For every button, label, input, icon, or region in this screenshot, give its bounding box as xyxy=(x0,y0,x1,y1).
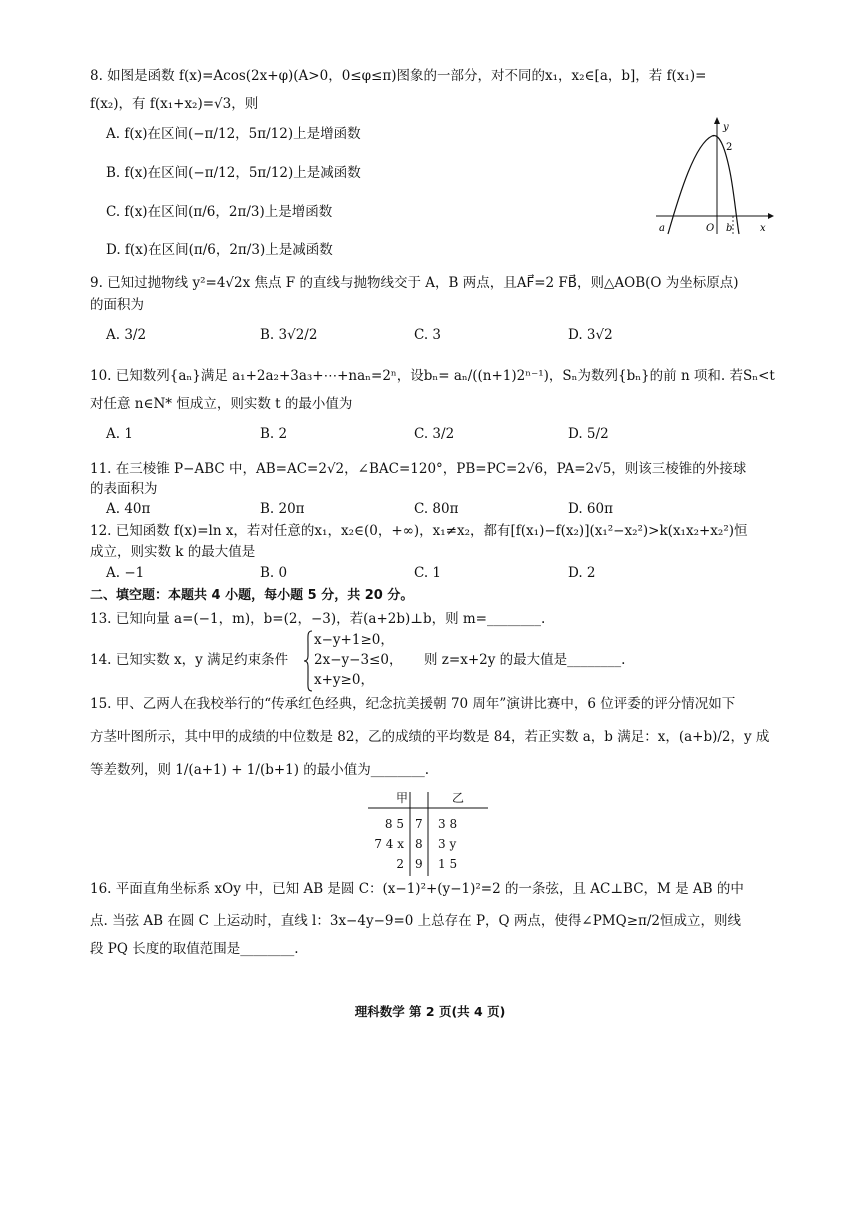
q15-line1: 15. 甲、乙两人在我校举行的“传承红色经典，纪念抗美援朝 70 周年”演讲比赛中，6 位评委的评分情况如下 xyxy=(90,696,736,712)
value-2-label: 2 xyxy=(726,142,733,153)
q9-option-c: C. 3 xyxy=(414,327,442,343)
q9-line1: 9. 已知过抛物线 y²=4√2x 焦点 F 的直线与抛物线交于 A，B 两点，且AF⃗=2 FB⃗，则△AOB(O 为坐标原点) xyxy=(90,275,739,291)
q9-line2: 的面积为 xyxy=(90,297,144,313)
q14-prefix: 14. 已知实数 x，y 满足约束条件 xyxy=(90,652,289,668)
q10-line2: 对任意 n∈N* 恒成立，则实数 t 的最小值为 xyxy=(90,396,353,412)
stem-leaf-row-2-right: 3 y xyxy=(438,837,457,851)
q16-line2: 点. 当弦 AB 在圆 C 上运动时，直线 l：3x−4y−9=0 上总存在 P，Q 两点，使得∠PMQ≥π/2恒成立，则线 xyxy=(90,913,742,929)
q8-option-a: A. f(x)在区间(−π/12，5π/12)上是增函数 xyxy=(106,126,361,142)
q8-line1: 8. 如图是函数 f(x)=Acos(2x+φ)(A>0，0≤φ≤π)图象的一部分，对不同的x₁，x₂∈[a，b]，若 f(x₁)= xyxy=(90,68,707,84)
stem-leaf-row-1-left: 8 5 xyxy=(384,817,404,831)
q14-condition-1: x−y+1≥0， xyxy=(314,632,394,648)
q13-line: 13. 已知向量 a=(−1，m)，b=(2，−3)，若(a+2b)⊥b，则 m=________. xyxy=(90,611,546,627)
page-footer: 理科数学 第 2 页(共 4 页) xyxy=(354,1004,506,1019)
q12-line1: 12. 已知函数 f(x)=ln x，若对任意的x₁，x₂∈(0，+∞)，x₁≠x₂，都有[f(x₁)−f(x₂)](x₁²−x₂²)>k(x₁x₂+x₂²)恒 xyxy=(90,523,748,539)
q11-line1: 11. 在三棱锥 P−ABC 中，AB=AC=2√2，∠BAC=120°，PB=PC=2√6，PA=2√5，则该三棱锥的外接球 xyxy=(90,461,747,477)
q8-option-b: B. f(x)在区间(−π/12，5π/12)上是减函数 xyxy=(106,165,361,181)
stem-leaf-plot xyxy=(366,792,492,876)
stem-leaf-row-1-right: 3 8 xyxy=(438,817,458,831)
q14-condition-2: 2x−y−3≤0， xyxy=(314,652,403,668)
q10-option-d: D. 5/2 xyxy=(568,426,609,442)
stem-leaf-row-1-stem: 7 xyxy=(415,817,423,831)
q11-option-c: C. 80π xyxy=(414,501,459,517)
q12-option-c: C. 1 xyxy=(414,565,442,581)
q12-option-d: D. 2 xyxy=(568,565,596,581)
q10-option-c: C. 3/2 xyxy=(414,426,455,442)
q10-line1: 10. 已知数列{aₙ}满足 a₁+2a₂+3a₃+⋯+naₙ=2ⁿ，设bₙ= aₙ/((n+1)2ⁿ⁻¹)，Sₙ为数列{bₙ}的前 n 项和. 若Sₙ<t xyxy=(90,368,775,384)
stem-leaf-row-3-right: 1 5 xyxy=(438,857,458,871)
b-label: b xyxy=(726,223,733,234)
section-2-heading: 二、填空题：本题共 4 小题，每小题 5 分，共 20 分。 xyxy=(90,588,414,603)
q9-option-b: B. 3√2/2 xyxy=(260,327,318,343)
q15-line2: 方茎叶图所示，其中甲的成绩的中位数是 82，乙的成绩的平均数是 84，若正实数 a，b 满足：x，(a+b)/2，y 成 xyxy=(90,729,770,745)
q15-line3: 等差数列，则 1/(a+1) + 1/(b+1) 的最小值为________. xyxy=(90,762,430,778)
stem-leaf-header-yi: 乙 xyxy=(452,791,465,805)
q8-option-c: C. f(x)在区间(π/6，2π/3)上是增函数 xyxy=(106,204,333,220)
a-label: a xyxy=(659,223,665,234)
q9-option-a: A. 3/2 xyxy=(106,327,147,343)
stem-leaf-row-2-left: 7 4 x xyxy=(374,837,404,851)
x-axis-label: x xyxy=(760,223,766,234)
x-axis-arrow xyxy=(768,213,774,219)
y-axis-label: y xyxy=(723,122,729,133)
q16-line3: 段 PQ 长度的取值范围是________. xyxy=(90,941,299,957)
origin-label: O xyxy=(706,223,715,234)
q12-option-b: B. 0 xyxy=(260,565,288,581)
q9-option-d: D. 3√2 xyxy=(568,327,613,343)
q16-line1: 16. 平面直角坐标系 xOy 中，已知 AB 是圆 C：(x−1)²+(y−1)²=2 的一条弦，且 AC⊥BC，M 是 AB 的中 xyxy=(90,881,744,897)
q10-option-a: A. 1 xyxy=(106,426,133,442)
stem-leaf-row-3-left: 2 xyxy=(396,857,404,871)
q10-option-b: B. 2 xyxy=(260,426,288,442)
q8-function-graph xyxy=(650,112,775,240)
q11-option-a: A. 40π xyxy=(106,501,151,517)
stem-leaf-row-2-stem: 8 xyxy=(415,837,423,851)
y-axis-arrow xyxy=(714,117,720,124)
q8-option-d: D. f(x)在区间(π/6，2π/3)上是减函数 xyxy=(106,242,333,258)
q8-line2: f(x₂)，有 f(x₁+x₂)=√3，则 xyxy=(90,96,259,112)
q12-option-a: A. −1 xyxy=(106,565,145,581)
stem-leaf-header-jia: 甲 xyxy=(396,791,409,805)
q11-option-b: B. 20π xyxy=(260,501,305,517)
q14-condition-3: x+y≥0， xyxy=(314,672,374,688)
q14-suffix: 则 z=x+2y 的最大值是________. xyxy=(424,652,626,668)
q14-brace xyxy=(303,630,313,692)
q11-line2: 的表面积为 xyxy=(90,481,158,497)
q11-option-d: D. 60π xyxy=(568,501,613,517)
stem-leaf-row-3-stem: 9 xyxy=(415,857,423,871)
q12-line2: 成立，则实数 k 的最大值是 xyxy=(90,544,256,560)
